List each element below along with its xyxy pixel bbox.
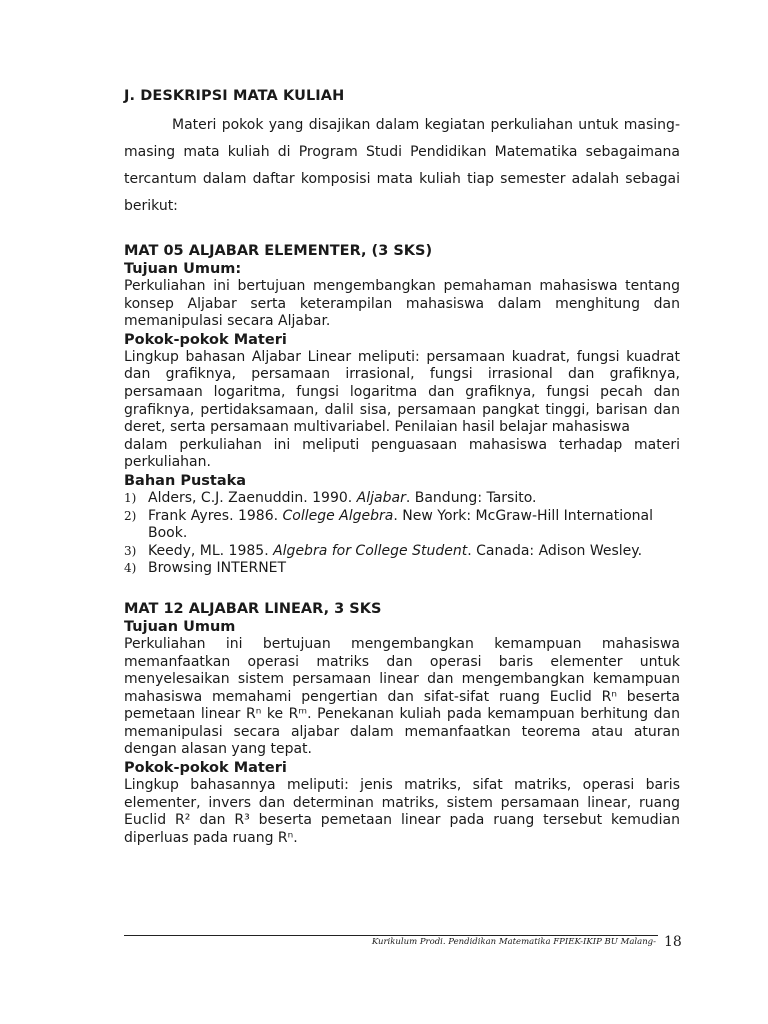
footer-divider xyxy=(124,935,658,936)
intro-text: Materi pokok yang disajikan dalam kegiatan perkuliahan untuk masing-masing mata kuliah di Program Studi Pendidikan Matematika sebagaimana tercantum dalam daftar komposisi mata kuliah tiap semester adalah sebagai berikut: xyxy=(124,117,680,214)
reference-title: Aljabar xyxy=(356,489,406,506)
footer-text: Kurikulum Prodi. Pendidikan Matematika FPIEK-IKIP BU Malang- xyxy=(371,937,656,947)
reference-title: College Algebra xyxy=(282,507,394,524)
section-heading: J. DESKRIPSI MATA KULIAH xyxy=(124,88,345,104)
intro-paragraph xyxy=(124,112,680,220)
pokok-materi-label: Pokok-pokok Materi xyxy=(124,760,287,777)
reference-item xyxy=(124,508,680,543)
reference-publisher: . Canada: Adison Wesley. xyxy=(467,542,643,559)
reference-item xyxy=(124,543,680,561)
page-number: 18 xyxy=(664,934,682,950)
reference-title: Algebra for College Student xyxy=(273,542,468,559)
bahan-pustaka-label: Bahan Pustaka xyxy=(124,472,247,489)
course-title: MAT 05 ALJABAR ELEMENTER, (3 SKS) xyxy=(124,243,433,259)
pokok-materi-text: Lingkup bahasannya meliputi: jenis matriks, sifat matriks, operasi baris elementer, invers dan determinan matriks, sistem persamaan linear, ruang Euclid R² dan R³ beserta pemetaan linear pada ruang tersebut kemudian diperluas pada ruang Rⁿ. xyxy=(124,777,680,846)
course-aljabar-linear xyxy=(124,600,680,848)
tujuan-umum-label: Tujuan Umum xyxy=(124,618,236,635)
tujuan-umum-text: Perkuliahan ini bertujuan mengembangkan kemampuan mahasiswa memanfaatkan operasi matriks dan operasi baris elementer untuk menyelesaikan sistem persamaan linear dan mengembangkan kemampuan mahasiswa memahami pengertian dan sifat-sifat ruang Euclid Rⁿ beserta pemetaan linear Rⁿ ke Rᵐ. Penekanan kuliah pada kemampuan berhitung dan memanipulasi secara aljabar dalam memanfaatkan teorema atau aturan dengan alasan yang tepat. xyxy=(124,635,680,758)
reference-list xyxy=(124,490,680,578)
tujuan-umum-label: Tujuan Umum: xyxy=(124,261,242,277)
reference-text: Keedy, ML. 1985. xyxy=(148,542,274,559)
pokok-materi-text-continued: dalam perkuliahan ini meliputi penguasaan mahasiswa terhadap materi perkuliahan. xyxy=(124,436,680,471)
reference-text: Alders, C.J. Zaenuddin. 1990. xyxy=(148,489,357,506)
reference-publisher: . New York: McGraw-Hill International Book. xyxy=(148,507,654,542)
pokok-materi-text: Lingkup bahasan Aljabar Linear meliputi: persamaan kuadrat, fungsi kuadrat dan grafiknya, persamaan irrasional, fungsi irrasional dan grafiknya, persamaan logaritma, fungsi logaritma dan grafiknya, fungsi pecah dan grafiknya, pertidaksamaan, dalil sisa, persamaan pangkat tinggi, barisan dan deret, serta persamaan multivariabel. Penilaian hasil belajar mahasiswa xyxy=(124,348,680,436)
reference-publisher: . Bandung: Tarsito. xyxy=(405,489,537,506)
reference-number: 3) xyxy=(124,543,137,558)
tujuan-umum-text: Perkuliahan ini bertujuan mengembangkan pemahaman mahasiswa tentang konsep Aljabar serta keterampilan mahasiswa dalam menghitung dan memanipulasi secara Aljabar. xyxy=(124,278,680,330)
reference-item xyxy=(124,560,680,578)
course-aljabar-elementer xyxy=(124,242,680,578)
reference-item xyxy=(124,490,680,508)
reference-number: 1) xyxy=(124,490,137,505)
page-content xyxy=(124,86,680,847)
pokok-materi-label: Pokok-pokok Materi xyxy=(124,331,287,348)
reference-text: Browsing INTERNET xyxy=(148,560,287,577)
reference-number: 2) xyxy=(124,508,137,523)
course-title: MAT 12 ALJABAR LINEAR, 3 SKS xyxy=(124,600,382,617)
reference-number: 4) xyxy=(124,561,137,576)
reference-text: Frank Ayres. 1986. xyxy=(148,507,283,524)
